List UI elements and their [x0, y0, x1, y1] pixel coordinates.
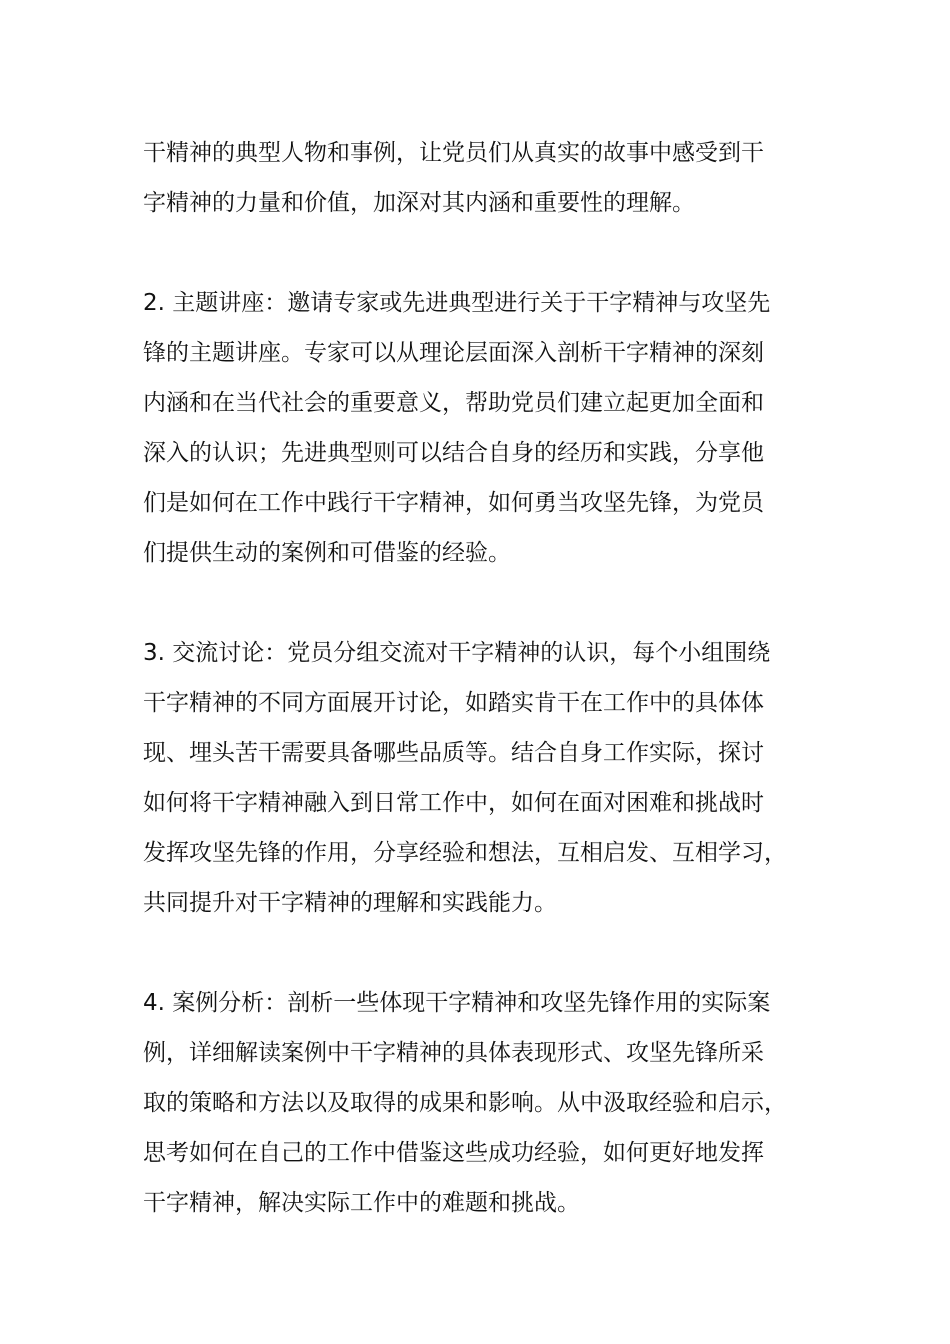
paragraph-spacer [143, 578, 833, 628]
text-line: 发挥攻坚先锋的作用，分享经验和想法，互相启发、互相学习， [143, 840, 787, 866]
text-line: 深入的认识；先进典型则可以结合自身的经历和实践，分享他 [143, 440, 764, 466]
text-line: 干字精神的不同方面展开讨论，如踏实肯干在工作中的具体体 [143, 690, 764, 716]
text-line: 干精神的典型人物和事例，让党员们从真实的故事中感受到干 [143, 140, 764, 166]
text-line: 共同提升对干字精神的理解和实践能力。 [143, 890, 557, 916]
text-line: 锋的主题讲座。专家可以从理论层面深入剖析干字精神的深刻 [143, 340, 764, 366]
text-line: 现、埋头苦干需要具备哪些品质等。结合自身工作实际，探讨 [143, 740, 764, 766]
text-line: 3. 交流讨论：党员分组交流对干字精神的认识，每个小组围绕 [143, 640, 771, 666]
text-line: 例，详细解读案例中干字精神的具体表现形式、攻坚先锋所采 [143, 1040, 764, 1066]
paragraph-spacer [143, 228, 833, 278]
paragraph-discussion [143, 628, 833, 928]
paragraph-spacer [143, 928, 833, 978]
text-line: 如何将干字精神融入到日常工作中，如何在面对困难和挑战时 [143, 790, 764, 816]
text-line: 们是如何在工作中践行干字精神，如何勇当攻坚先锋，为党员 [143, 490, 764, 516]
text-line: 字精神的力量和价值，加深对其内涵和重要性的理解。 [143, 190, 695, 216]
text-line: 取的策略和方法以及取得的成果和影响。从中汲取经验和启示， [143, 1090, 787, 1116]
paragraph-theme-lecture [143, 278, 833, 578]
text-line: 内涵和在当代社会的重要意义，帮助党员们建立起更加全面和 [143, 390, 764, 416]
text-line: 2. 主题讲座：邀请专家或先进典型进行关于干字精神与攻坚先 [143, 290, 771, 316]
document-body [143, 128, 833, 1228]
paragraph-case-analysis [143, 978, 833, 1228]
text-line: 干字精神，解决实际工作中的难题和挑战。 [143, 1190, 580, 1216]
text-line: 4. 案例分析：剖析一些体现干字精神和攻坚先锋作用的实际案 [143, 990, 771, 1016]
text-line: 们提供生动的案例和可借鉴的经验。 [143, 540, 511, 566]
paragraph-intro-continuation [143, 128, 833, 228]
text-line: 思考如何在自己的工作中借鉴这些成功经验，如何更好地发挥 [143, 1140, 764, 1166]
